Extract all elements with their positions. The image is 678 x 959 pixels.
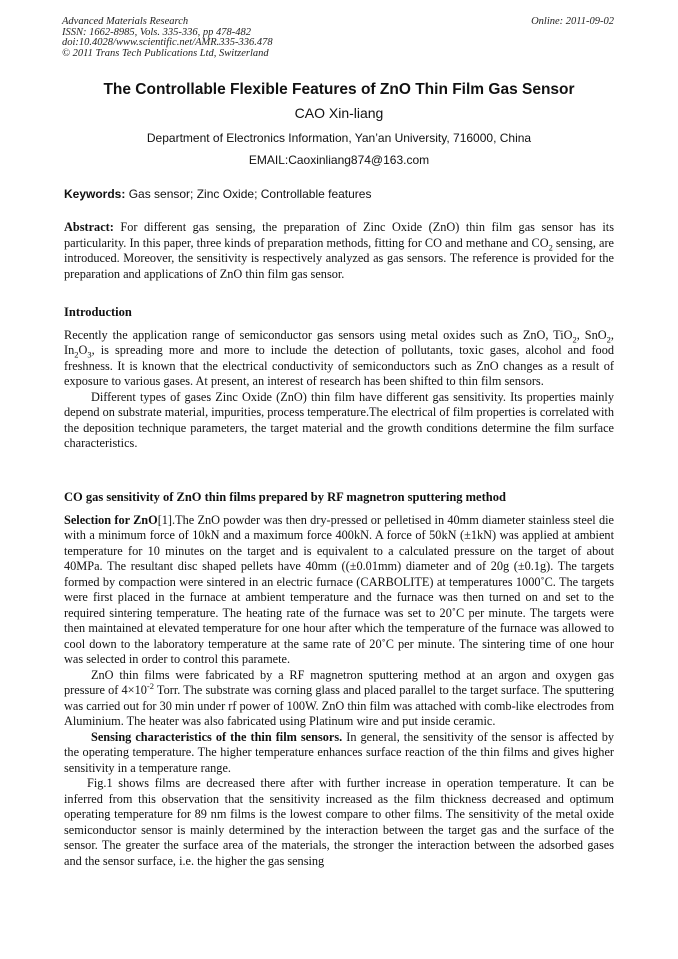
abstract-text-b: sensing, are introduced. Moreover, the sensitivity is respectively analyzed as gas sensors. The reference is provided for the preparation and applications of ZnO thin film gas sensor. <box>64 235 615 281</box>
introduction-heading: Introduction <box>64 305 132 319</box>
doi-line: doi:10.4028/www.scientific.net/AMR.335-336.478 <box>62 37 273 48</box>
keywords-text: Gas sensor; Zinc Oxide; Controllable features <box>125 187 372 201</box>
abstract-subscript: 2 <box>548 241 553 252</box>
author-email: EMAIL:Caoxinliang874@163.com <box>248 153 430 167</box>
introduction-paragraph-2: Different types of gases Zinc Oxide (ZnO) thin film have different gas sensitivity. Its properties mainly depend on substrate material, impurities, process temperature.The electrical of film properties is correlated with the deposition technique parameters, the target material and the growth conditions determine the film surface characteristics. <box>64 389 614 450</box>
issn-line: ISSN: 1662-8985, Vols. 335-336, pp 478-482 <box>62 26 251 38</box>
affiliation: Department of Electronics Information, Yan’an University, 716000, China <box>146 131 532 145</box>
keywords-label: Keywords: <box>64 187 126 201</box>
copyright-line: © 2011 Trans Tech Publications Ltd, Switzerland <box>62 47 269 59</box>
abstract <box>64 220 614 282</box>
co-paragraph-2: ZnO thin films were fabricated by a RF magnetron sputtering method at an argon and oxygen gas pressure of $4\times 10^{-2}$ Torr. The substrate was corning glass and placed parallel to the target surface. The sputtering was carried out for 30 min under rf power of 100W. ZnO thin film was attached with comb-like electrodes from Aluminium. The heater was also fabricated using Platinum wire and put inside ceramic. <box>64 667 615 728</box>
introduction-paragraph-1: Recently the application range of semiconductor gas sensors using metal oxides such as ZnO, TiO$_2$, SnO$_2$, $In_2O_3$, is spreading more and more to include the detection of pollutants, toxic gases, alcohol and food freshness. It is known that the electrical conductivity of semiconductors such as ZnO changes as a result of exposure to various gases. At present, an interest of research has been shifted to thin film sensors. <box>64 327 614 388</box>
abstract-label: Abstract: <box>64 220 114 234</box>
co-paragraph-3: Sensing characteristics of the thin film sensors. In general, the sensitivity of the sensor is affected by the operating temperature. The higher temperature enhances surface reaction of the thin films and gives higher sensitivity in a temperature range. <box>64 729 615 775</box>
introduction-section <box>64 305 614 452</box>
abstract-text-a: For different gas sensing, the preparation of Zinc Oxide (ZnO) thin film gas sensor has its particularity. In this paper, three kinds of preparation methods, fitting for CO and methane and CO <box>64 220 614 250</box>
author-name: CAO Xin-liang <box>294 105 384 121</box>
journal-name: Advanced Materials Research <box>62 16 189 27</box>
co-paragraph-4: Fig.1 shows films are decreased there after with further increase in operation temperature. It can be inferred from this observation that the sensitivity increased as the film thickness decreased and optimum operating temperature for 89 nm films is the lowest compare to other films. The sensitivity of the metal oxide semiconductor sensor is mainly determined by the interaction between the target gas and the surface of the sensor. The greater the surface area of the materials, the stronger the interaction between the adsorbed gases and the sensor surface, i.e. the higher the gas sensing <box>64 776 614 868</box>
co-paragraph-1: Selection for ZnO[1].The ZnO powder was then dry-pressed or pelletised in 40mm diameter stainless steel die with a minimum force of 10kN and a maximum force 400kN. A force of 50kN (±1kN) was applied at ambient temperature for 10 minutes on the target and is equivalent to a calculated pressure on the target of about 40MPa. The resultant disc shaped pellets have 40mm ((±0.01mm) diameter and of 20g (±0.1g). The targets formed by compaction were sintered in an electric furnace (CARBOLITE) at temperatures 1000˚C. The targets were first placed in the furnace at ambient temperature and the furnace was then turned on and set to the required sintering temperature. The heating rate of the furnace was set to 20˚C per minute. The targets were then maintained at elevated temperature for one hour after which the temperature of the furnace was allowed to cool down to the laboratory temperature at the same rate of 20˚C per minute. The sintering time of one hour was selected in order to control this paramete. <box>64 512 614 666</box>
paper-title: The Controllable Flexible Features of ZnO Thin Film Gas Sensor <box>103 81 575 98</box>
keywords <box>64 187 616 201</box>
co-section-heading: CO gas sensitivity of ZnO thin films prepared by RF magnetron sputtering method <box>64 490 506 504</box>
journal-header <box>62 17 482 59</box>
co-sensitivity-section <box>64 490 614 869</box>
online-date: Online: 2011-09-02 <box>531 16 614 27</box>
